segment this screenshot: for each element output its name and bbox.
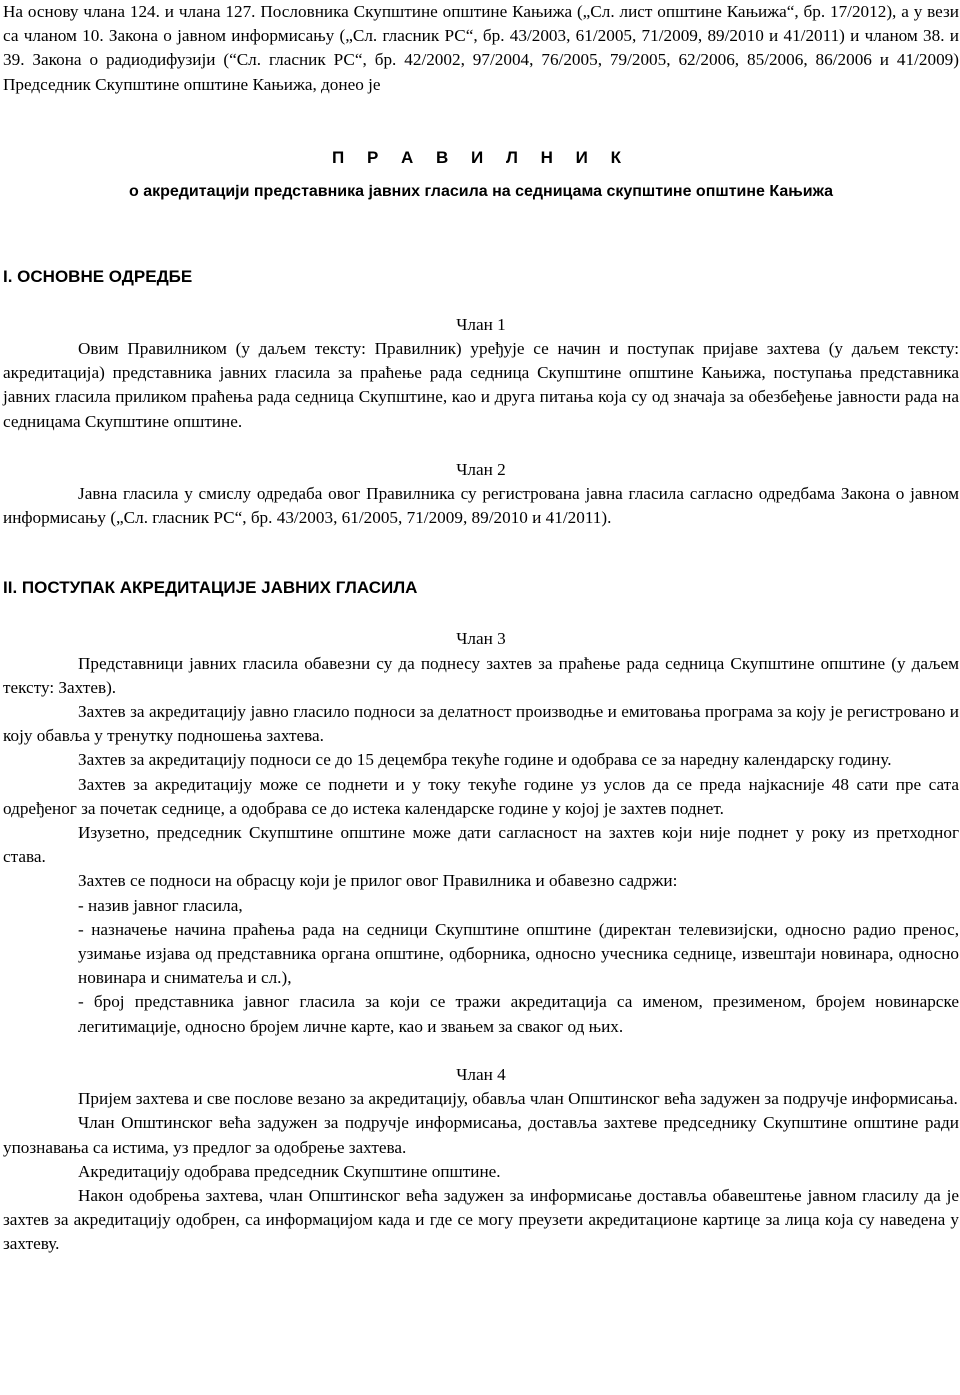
- section-heading-1: I. ОСНОВНЕ ОДРЕДБЕ: [3, 266, 193, 286]
- list-item: - број представника јавног гласила за који се тражи акредитација са именом, презименом, бројем новинарске легитимације, односно бројем личне карте, као и звањем за сваког од њих.: [78, 992, 959, 1036]
- article-heading-1: Члан 1: [456, 314, 506, 334]
- article-2-paragraph: Јавна гласила у смислу одредаба овог Правилника су регистрована јавна гласила сагласно одредбама Закона о јавном информисању („Сл. гласник РС“, бр. 43/2003, 61/2005, 71/2009, 89/2010 и 41/2011).: [3, 484, 959, 528]
- article-3-paragraph: Представници јавних гласила обавезни су да поднесу захтев за праћење рада седница Скупштине општине (у даљем тексту: Захтев).: [3, 653, 959, 697]
- document-page: [3, 0, 959, 1257]
- article-heading-3: Члан 3: [456, 629, 506, 649]
- article-4-paragraph: Пријем захтева и све послове везано за акредитацију, обавља члан Општинског већа задужен за подручје информисања.: [78, 1089, 958, 1109]
- list-item: - назив јавног гласила,: [78, 895, 243, 915]
- article-3-paragraph: Захтев за акредитацију може се поднети и у току текуће године уз услов да се преда најкасније 48 сати пре сата одређеног за почетак седнице, а одобрава се до истека календарске године у којој је захтев поднет.: [3, 774, 959, 818]
- article-heading-2: Члан 2: [456, 459, 506, 479]
- document-subtitle: о акредитацији представника јавних гласила на седницама скупштине општине Кањижа: [128, 182, 834, 200]
- article-4-paragraph: Члан Општинског већа задужен за подручје информисања, доставља захтеве председнику Скупштине општине ради упознавања са истима, уз предлог за одобрење захтева.: [3, 1113, 959, 1157]
- article-4-paragraph: Након одобрења захтева, члан Општинског већа задужен за информисање доставља обавештење јавном гласилу да је захтев за акредитацију одобрен, са информацијом када и где се могу преузети акредитационе картице за лица која су наведена у захтеву.: [3, 1185, 959, 1254]
- article-3-paragraph: Захтев за акредитацију подноси се до 15 децембра текуће године и одобрава се за наредну календарску годину.: [78, 750, 892, 770]
- article-3-paragraph: Захтев се подноси на обрасцу који је прилог овог Правилника и обавезно садржи:: [78, 871, 678, 891]
- article-3-paragraph: Изузетно, председник Скупштине општине може дати сагласност на захтев који није поднет у року из претходног става.: [3, 823, 959, 867]
- article-1-paragraph: Овим Правилником (у даљем тексту: Правилник) уређује се начин и поступак пријаве захтева (у даљем тексту: акредитација) представника јавних гласила за праћење рада седница Скупштине општине Кањижа, поступања представника јавних гласила приликом праћења рада седница Скупштине, као и друга питања која су од значаја за обезбеђење јавности рада на седницама Скупштине општине.: [3, 339, 959, 431]
- section-heading-2: II. ПОСТУПАК АКРЕДИТАЦИЈЕ ЈАВНИХ ГЛАСИЛА: [3, 578, 418, 598]
- document-title: П Р А В И Л Н И К: [332, 147, 630, 167]
- article-3-paragraph: Захтев за акредитацију јавно гласило подноси за делатност производње и емитовања програма за коју је регистровано и коју обавља у тренутку подношења захтева.: [3, 702, 959, 746]
- preamble-paragraph: На основу члана 124. и члана 127. Пословника Скупштине општине Кањижа („Сл. лист општине Кањижа“, бр. 17/2012), а у вези са чланом 10. Закона о јавном информисању („Сл. гласник РС“, бр. 43/2003, 61/2005, 71/2009, 89/2010 и 41/2011) и чланом 38. и 39. Закона о радиодифузији (“Сл. гласник РС“, бр. 42/2002, 97/2004, 76/2005, 79/2005, 62/2006, 85/2006, 86/2006 и 41/2009) Председник Скупштине општине Кањижа, донео је: [3, 2, 959, 94]
- list-item: - назначење начина праћења рада на седници Скупштине општине (директан телевизијски, односно радио пренос, узимање изјава од представника органа општине, одборника, односно учесника седнице, извештаји новинара, односно новинара и сниматеља и сл.),: [78, 919, 959, 988]
- article-4-paragraph: Акредитацију одобрава председник Скупштине општине.: [78, 1161, 501, 1181]
- article-heading-4: Члан 4: [456, 1064, 506, 1084]
